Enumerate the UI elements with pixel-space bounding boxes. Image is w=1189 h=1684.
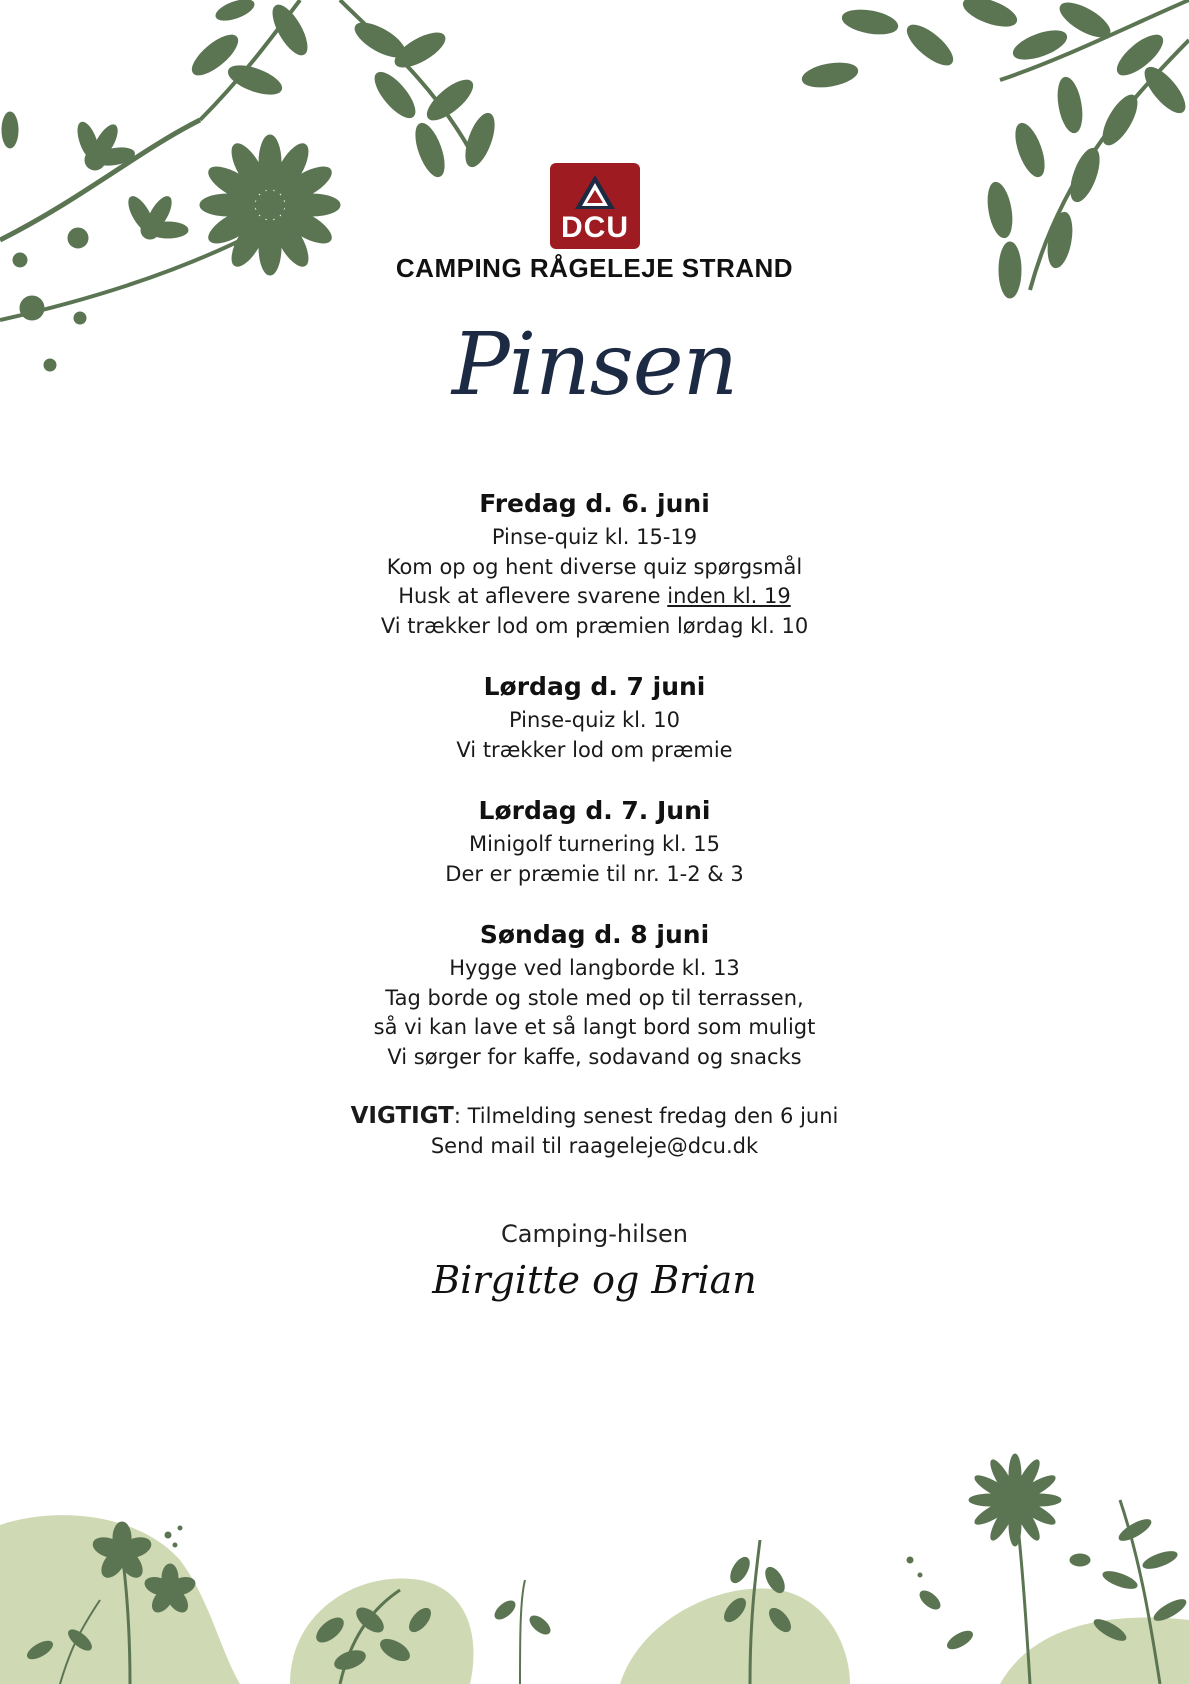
- tent-icon: [550, 163, 640, 213]
- program-list: [0, 488, 1189, 1161]
- program-line: Minigolf turnering kl. 15: [468, 832, 721, 856]
- notice-line: [0, 1102, 1189, 1132]
- important-notice: [0, 1102, 1189, 1161]
- day-heading: Fredag d. 6. juni: [479, 489, 710, 518]
- program-line: Tag borde og stole med op til terrassen,: [385, 985, 804, 1010]
- program-day-sunday: [0, 919, 1189, 1072]
- deadline-underlined: inden kl. 19: [667, 584, 791, 608]
- program-line: [0, 582, 1189, 612]
- program-line: Hygge ved langborde kl. 13: [449, 956, 740, 980]
- notice-text: : Tilmelding senest fredag den 6 juni: [453, 1104, 839, 1128]
- notice-email-line: Send mail til raageleje@dcu.dk: [430, 1133, 759, 1158]
- logo-text: DCU: [561, 211, 629, 244]
- program-line-text: Husk at aflevere svarene: [398, 584, 668, 608]
- day-heading: Lørdag d. 7 juni: [483, 672, 706, 701]
- program-line: Vi trækker lod om præmien lørdag kl. 10: [380, 613, 809, 638]
- program-line: Der er præmie til nr. 1-2 & 3: [445, 861, 744, 886]
- program-day-saturday-quiz: [0, 671, 1189, 765]
- day-heading: Søndag d. 8 juni: [479, 920, 710, 949]
- notice-label: VIGTIGT: [350, 1103, 454, 1129]
- program-line: Pinse-quiz kl. 15-19: [491, 525, 698, 549]
- program-day-saturday-minigolf: [0, 795, 1189, 889]
- day-heading: Lørdag d. 7. Juni: [478, 796, 711, 825]
- program-line: Vi trækker lod om præmie: [456, 737, 733, 762]
- brand-name: CAMPING RÅGELEJE STRAND: [395, 253, 794, 283]
- page-title: Pinsen: [451, 315, 738, 415]
- dcu-logo: [550, 163, 640, 249]
- signature: Birgitte og Brian: [432, 1258, 757, 1302]
- program-line: Kom op og hent diverse quiz spørgsmål: [386, 554, 803, 579]
- program-line: Pinse-quiz kl. 10: [508, 708, 681, 732]
- program-line: så vi kan lave et så langt bord som muligt: [373, 1015, 816, 1039]
- program-day-friday: [0, 488, 1189, 641]
- program-line: Vi sørger for kaffe, sodavand og snacks: [387, 1044, 802, 1069]
- closing-greeting: Camping-hilsen: [501, 1220, 688, 1248]
